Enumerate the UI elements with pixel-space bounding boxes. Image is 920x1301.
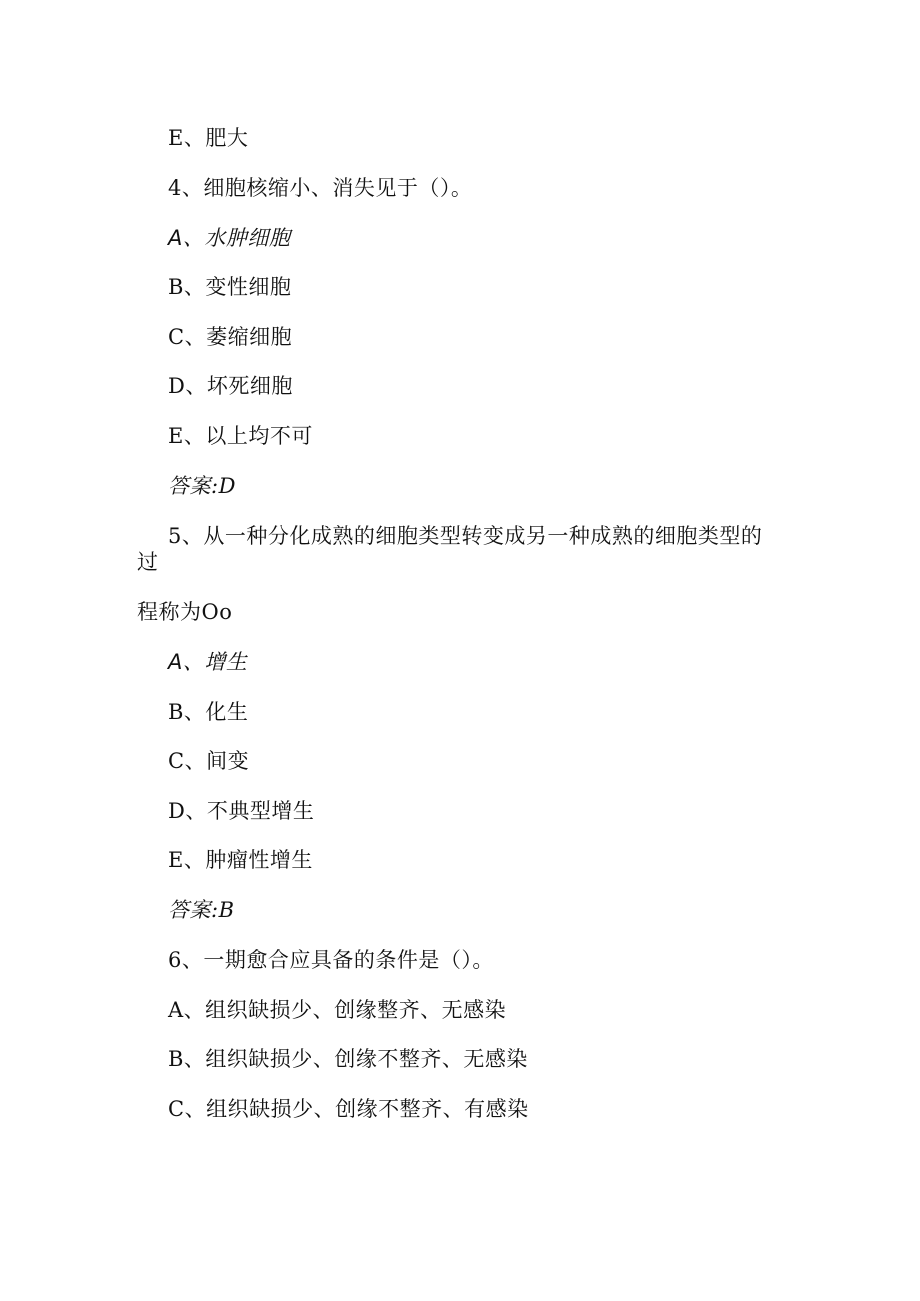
- answer-q4: 答案:D: [168, 474, 236, 498]
- option-a-q5: A、增生: [168, 650, 248, 674]
- option-a-q4: A、水肿细胞: [168, 226, 291, 250]
- option-e-q4: E、以上均不可: [168, 424, 313, 448]
- option-c-q4: C、萎缩细胞: [168, 325, 293, 349]
- question-5-wrap: 过: [137, 550, 159, 574]
- option-e-q3: E、肥大: [168, 126, 249, 150]
- question-6: 6、一期愈合应具备的条件是（）。: [168, 948, 494, 972]
- answer-q5: 答案:B: [168, 898, 235, 922]
- option-b-q5: B、化生: [168, 700, 249, 724]
- option-b-q6: B、组织缺损少、创缘不整齐、无感染: [168, 1047, 528, 1071]
- option-c-q6: C、组织缺损少、创缘不整齐、有感染: [168, 1097, 529, 1121]
- option-c-q5: C、间变: [168, 749, 250, 773]
- option-d-q5: D、不典型增生: [168, 799, 315, 823]
- question-4: 4、细胞核缩小、消失见于（）。: [168, 176, 473, 200]
- question-5-continuation: 程称为Oo: [137, 600, 233, 624]
- option-e-q5: E、肿瘤性增生: [168, 848, 313, 872]
- option-d-q4: D、坏死细胞: [168, 374, 293, 398]
- option-a-q6: A、组织缺损少、创缘整齐、无感染: [168, 998, 507, 1022]
- question-5: 5、从一种分化成熟的细胞类型转变成另一种成熟的细胞类型的: [168, 524, 763, 548]
- option-b-q4: B、变性细胞: [168, 275, 292, 299]
